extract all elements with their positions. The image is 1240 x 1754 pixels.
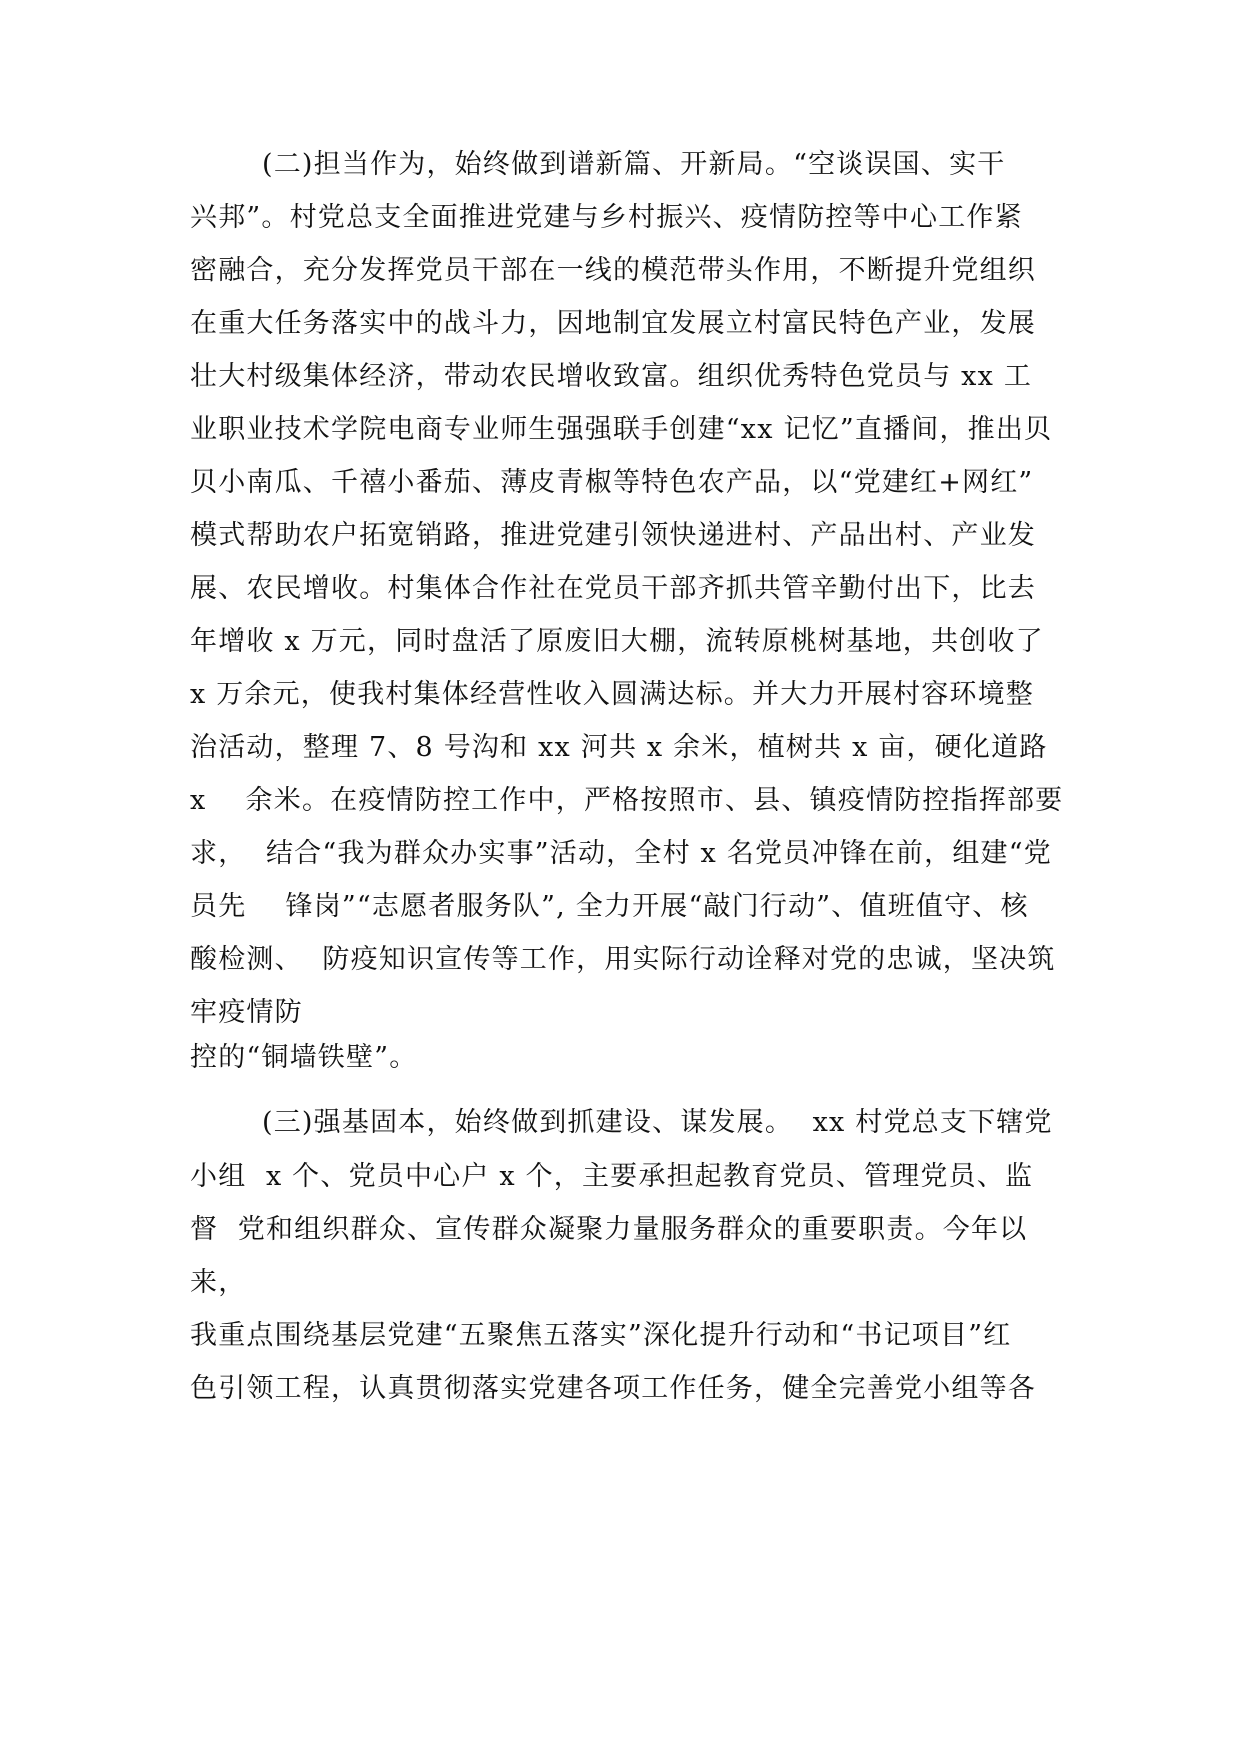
- paragraph-line: 小组 x 个、党员中心户 x 个，主要承担起教育党员、管理党员、监: [190, 1161, 1034, 1192]
- paragraph-line: 贝小南瓜、千禧小番茄、薄皮青椒等特色农产品，以“党建红+网红”: [190, 467, 1034, 498]
- paragraph-line: 我重点围绕基层党建“五聚焦五落实”深化提升行动和“书记项目”红: [190, 1320, 1012, 1351]
- paragraph-line: x 万余元，使我村集体经营性收入圆满达标。并大力开展村容环境整: [190, 679, 1035, 710]
- paragraph-line: (三)强基固本，始终做到抓建设、谋发展。 xx 村党总支下辖党: [262, 1107, 1053, 1138]
- paragraph-line: 业职业技术学院电商专业师生强强联手创建“xx 记忆”直播间，推出贝: [190, 414, 1053, 445]
- paragraph-line: 控的“铜墙铁壁”。: [190, 1042, 418, 1073]
- paragraph-line: 牢疫情防: [190, 997, 303, 1028]
- paragraph-line: 督 党和组织群众、宣传群众凝聚力量服务群众的重要职责。今年以: [190, 1214, 1028, 1245]
- paragraph-line: 模式帮助农户拓宽销路，推进党建引领快递进村、产品出村、产业发: [190, 520, 1036, 551]
- paragraph-line: (二)担当作为，始终做到谱新篇、开新局。“空谈误国、实干: [262, 149, 1006, 180]
- paragraph-line: 壮大村级集体经济，带动农民增收致富。组织优秀特色党员与 xx 工: [190, 361, 1033, 392]
- paragraph-line: 密融合，充分发挥党员干部在一线的模范带头作用，不断提升党组织: [190, 255, 1036, 286]
- paragraph-line: 色引领工程，认真贯彻落实党建各项工作任务，健全完善党小组等各: [190, 1373, 1036, 1404]
- paragraph-line: 在重大任务落实中的战斗力，因地制宜发展立村富民特色产业，发展: [190, 308, 1036, 339]
- paragraph-line: 来，: [190, 1267, 247, 1298]
- paragraph-line: 酸检测、 防疫知识宣传等工作，用实际行动诠释对党的忠诚，坚决筑: [190, 944, 1056, 975]
- paragraph-line: 员先 锋岗”“志愿者服务队”, 全力开展“敲门行动”、值班值守、核: [190, 891, 1029, 922]
- paragraph-line: 兴邦”。村党总支全面推进党建与乡村振兴、疫情防控等中心工作紧: [190, 202, 1023, 233]
- paragraph-line: 求， 结合“我为群众办实事”活动，全村 x 名党员冲锋在前，组建“党: [190, 838, 1052, 869]
- paragraph-line: 展、农民增收。村集体合作社在党员干部齐抓共管辛勤付出下，比去: [190, 573, 1036, 604]
- paragraph-line: 年增收 x 万元，同时盘活了原废旧大棚，流转原桃树基地，共创收了: [190, 626, 1044, 657]
- paragraph-line: x 余米。在疫情防控工作中，严格按照市、县、镇疫情防控指挥部要: [190, 785, 1064, 816]
- paragraph-line: 治活动，整理 7、8 号沟和 xx 河共 x 余米，植树共 x 亩，硬化道路: [190, 732, 1048, 763]
